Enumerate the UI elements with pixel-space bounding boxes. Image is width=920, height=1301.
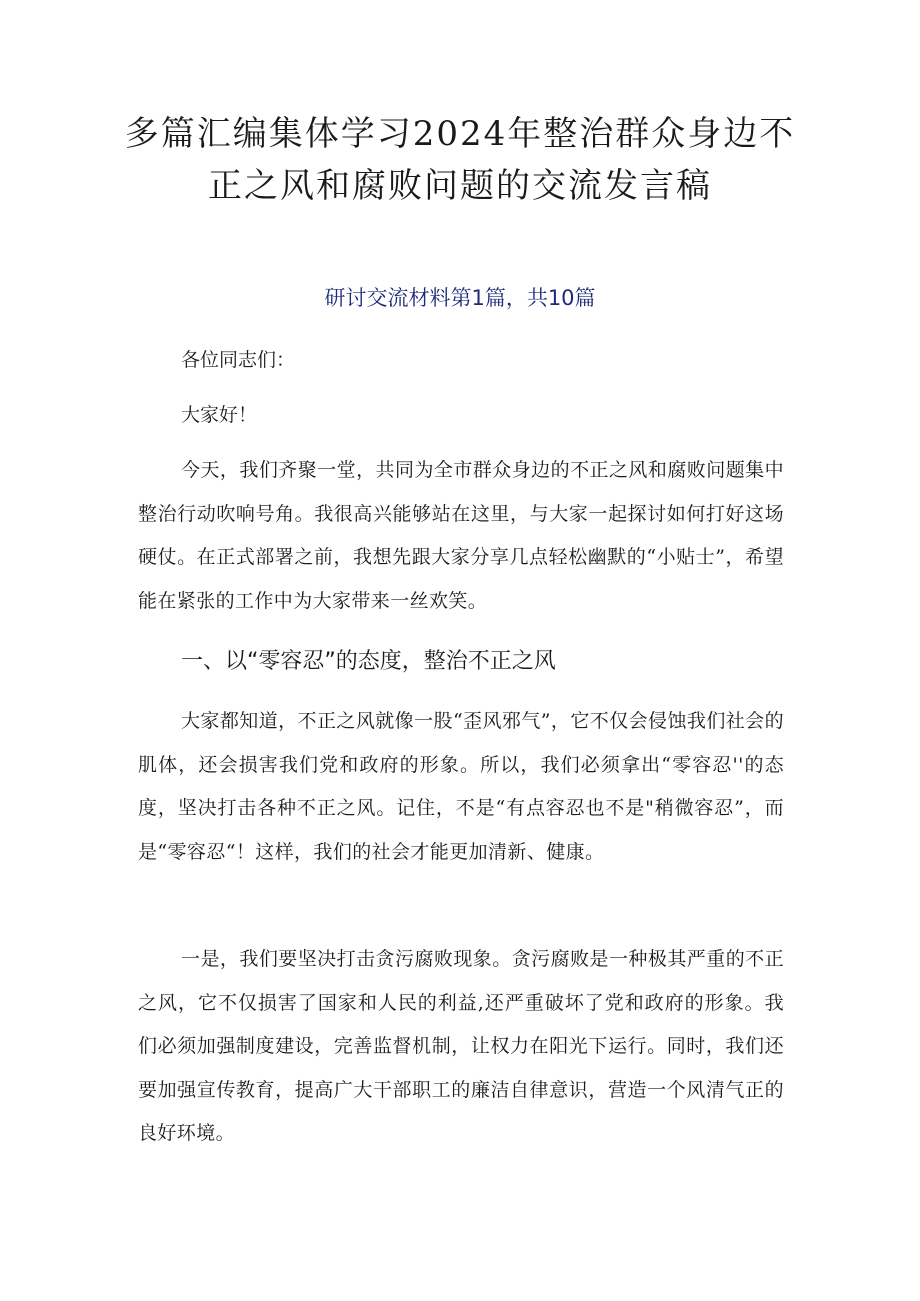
salutation: 各位同志们：	[181, 349, 296, 371]
section-heading-1: 一、以“零容忍”的态度，整治不正之风	[181, 649, 556, 674]
document-subtitle: 研讨交流材料第1篇，共10篇	[324, 286, 596, 310]
paragraph-intro: 今天，我们齐聚一堂，共同为全市群众身边的不正之风和腐败问题集中整治行动吹响号角。我很高兴能够站在这里，与大家一起探讨如何打好这场硬仗。在正式部署之前，我想先跟大家分享几点轻松幽默的“小贴士”，希望能在紧张的工作中为大家带来一丝欢笑。	[138, 459, 784, 612]
document-title: 多篇汇编集体学习2024年整治群众身边不正之风和腐败问题的交流发言稿	[124, 114, 796, 206]
paragraph-zero-tolerance: 大家都知道，不正之风就像一股“歪风邪气”，它不仅会侵蚀我们社会的肌体，还会损害我们党和政府的形象。所以，我们必须拿出“零容忍''的态度，坚决打击各种不正之风。记住，不是“有点容忍也不是"稍微容忍”，而是“零容忍“！这样，我们的社会才能更加清新、健康。	[138, 710, 784, 863]
greeting: 大家好！	[181, 404, 258, 426]
paragraph-anti-corruption: 一是，我们要坚决打击贪污腐败现象。贪污腐败是一种极其严重的不正之风，它不仅损害了国家和人民的利益,还严重破坏了党和政府的形象。我们必须加强制度建设，完善监督机制，让权力在阳光下运行。同时，我们还要加强宣传教育，提高广大干部职工的廉洁自律意识，营造一个风清气正的良好环境。	[138, 948, 784, 1144]
